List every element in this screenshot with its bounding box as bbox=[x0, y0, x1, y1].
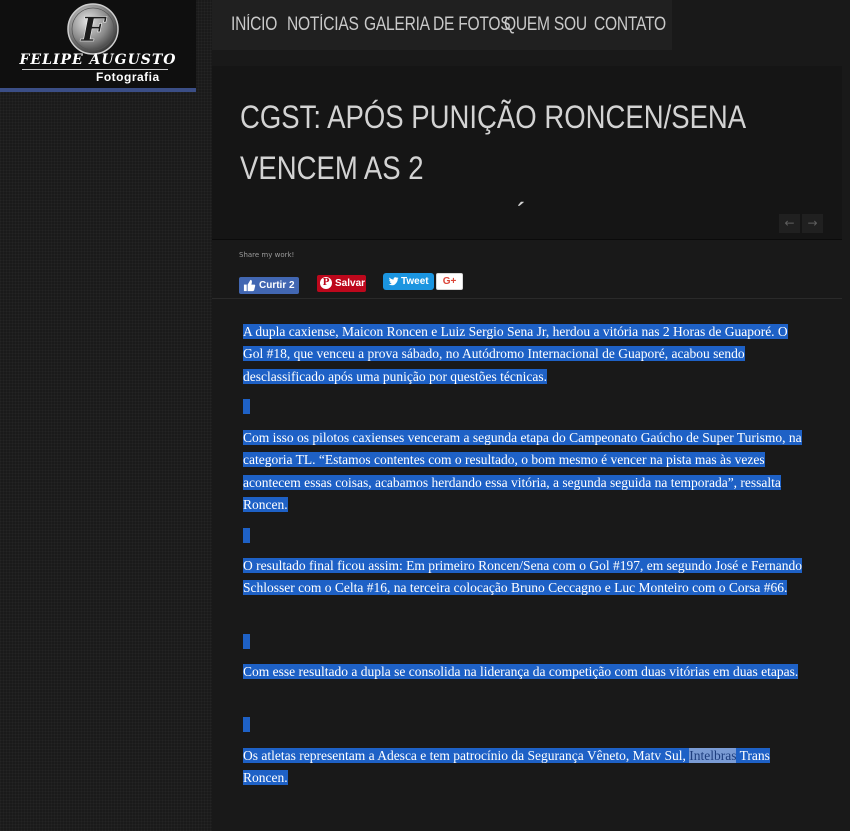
thumbs-up-icon bbox=[243, 279, 256, 292]
nav-item-galeria[interactable]: GALERIA DE FOTOS bbox=[364, 14, 511, 35]
share-bar bbox=[212, 240, 842, 299]
tweet-label: Tweet bbox=[401, 276, 429, 287]
facebook-like-button[interactable] bbox=[239, 277, 299, 294]
empty-line-selection bbox=[243, 399, 250, 414]
pinterest-save-button[interactable] bbox=[317, 275, 366, 292]
paragraph-text-after: Trans Roncen. bbox=[243, 748, 770, 786]
paragraph-text: O resultado final ficou assim: Em primeiro Roncen/Sena com o Gol #197, em segundo José e Fernando Schlosser com o Celta #16, na terceira colocação Bruno Ceccagno e Luc Monteiro com o Corsa #66. bbox=[243, 558, 803, 596]
paragraph-text: A dupla caxiense, Maicon Roncen e Luiz Sergio Sena Jr, herdou a vitória nas 2 Horas de Guaporé. O Gol #18, que venceu a prova sábado, no Autódromo Internacional de Guaporé, acabou sendo desclassificado após uma punição por questões técnicas. bbox=[243, 324, 788, 384]
page-title: CGST: APÓS PUNIÇÃO RONCEN/SENA VENCEM AS 2 bbox=[240, 99, 745, 186]
paragraph-text: Com isso os pilotos caxienses venceram a segunda etapa do Campeonato Gaúcho de Super Turismo, na categoria TL. “Estamos contentes com o resultado, o bom mesmo é vencer na pista mas às vezes acontecem essas coisas, acabamos herdando essa vitória, a segunda seguida na temporada”, ressalta Roncen. bbox=[243, 430, 802, 513]
paragraph-text-before: Os atletas representam a Adesca e tem patrocínio da Segurança Vêneto, Matv Sul, bbox=[243, 748, 690, 763]
article-header bbox=[212, 66, 842, 206]
article-paragraph bbox=[243, 555, 811, 600]
article-paragraph bbox=[243, 661, 811, 683]
logo-emblem-letter: F bbox=[80, 10, 106, 50]
article-paragraph bbox=[243, 745, 811, 790]
empty-line-selection bbox=[243, 717, 250, 732]
article-paragraph bbox=[243, 427, 811, 517]
nav-item-contato[interactable]: CONTATO bbox=[594, 14, 666, 35]
article-paragraph bbox=[243, 321, 811, 388]
sidebar bbox=[0, 0, 212, 831]
pinterest-icon: P bbox=[320, 277, 332, 289]
share-label: Share my work! bbox=[239, 251, 295, 259]
arrow-right-icon: → bbox=[807, 216, 818, 230]
prev-post-button[interactable] bbox=[779, 214, 800, 233]
pinterest-save-label: Salvar bbox=[335, 278, 366, 289]
post-pager bbox=[212, 206, 842, 240]
tweet-button[interactable] bbox=[383, 273, 434, 290]
nav-item-noticias[interactable]: NOTÍCIAS bbox=[287, 14, 359, 35]
article-body bbox=[212, 299, 842, 831]
logo-subtitle: Fotografia bbox=[96, 70, 160, 84]
empty-line-selection bbox=[243, 528, 250, 543]
google-plus-button[interactable]: G+ bbox=[436, 273, 463, 290]
logo-accent-bar bbox=[0, 88, 196, 92]
highlighted-word: Intelbras bbox=[689, 748, 737, 763]
logo-emblem-icon bbox=[66, 3, 120, 55]
main-nav bbox=[212, 0, 672, 50]
next-post-button[interactable] bbox=[802, 214, 823, 233]
nav-item-quem-sou[interactable]: QUEM SOU bbox=[504, 14, 587, 35]
twitter-bird-icon bbox=[388, 276, 399, 287]
nav-item-inicio[interactable]: INÍCIO bbox=[231, 14, 278, 35]
empty-line-selection bbox=[243, 634, 250, 649]
facebook-like-label: Curtir 2 bbox=[259, 280, 295, 291]
arrow-left-icon: ← bbox=[784, 216, 795, 230]
logo-name: FELIPE AUGUSTO bbox=[19, 52, 177, 68]
site-logo[interactable] bbox=[0, 0, 196, 88]
paragraph-text: Com esse resultado a dupla se consolida na liderança da competição com duas vitórias em duas etapas. bbox=[243, 664, 799, 679]
